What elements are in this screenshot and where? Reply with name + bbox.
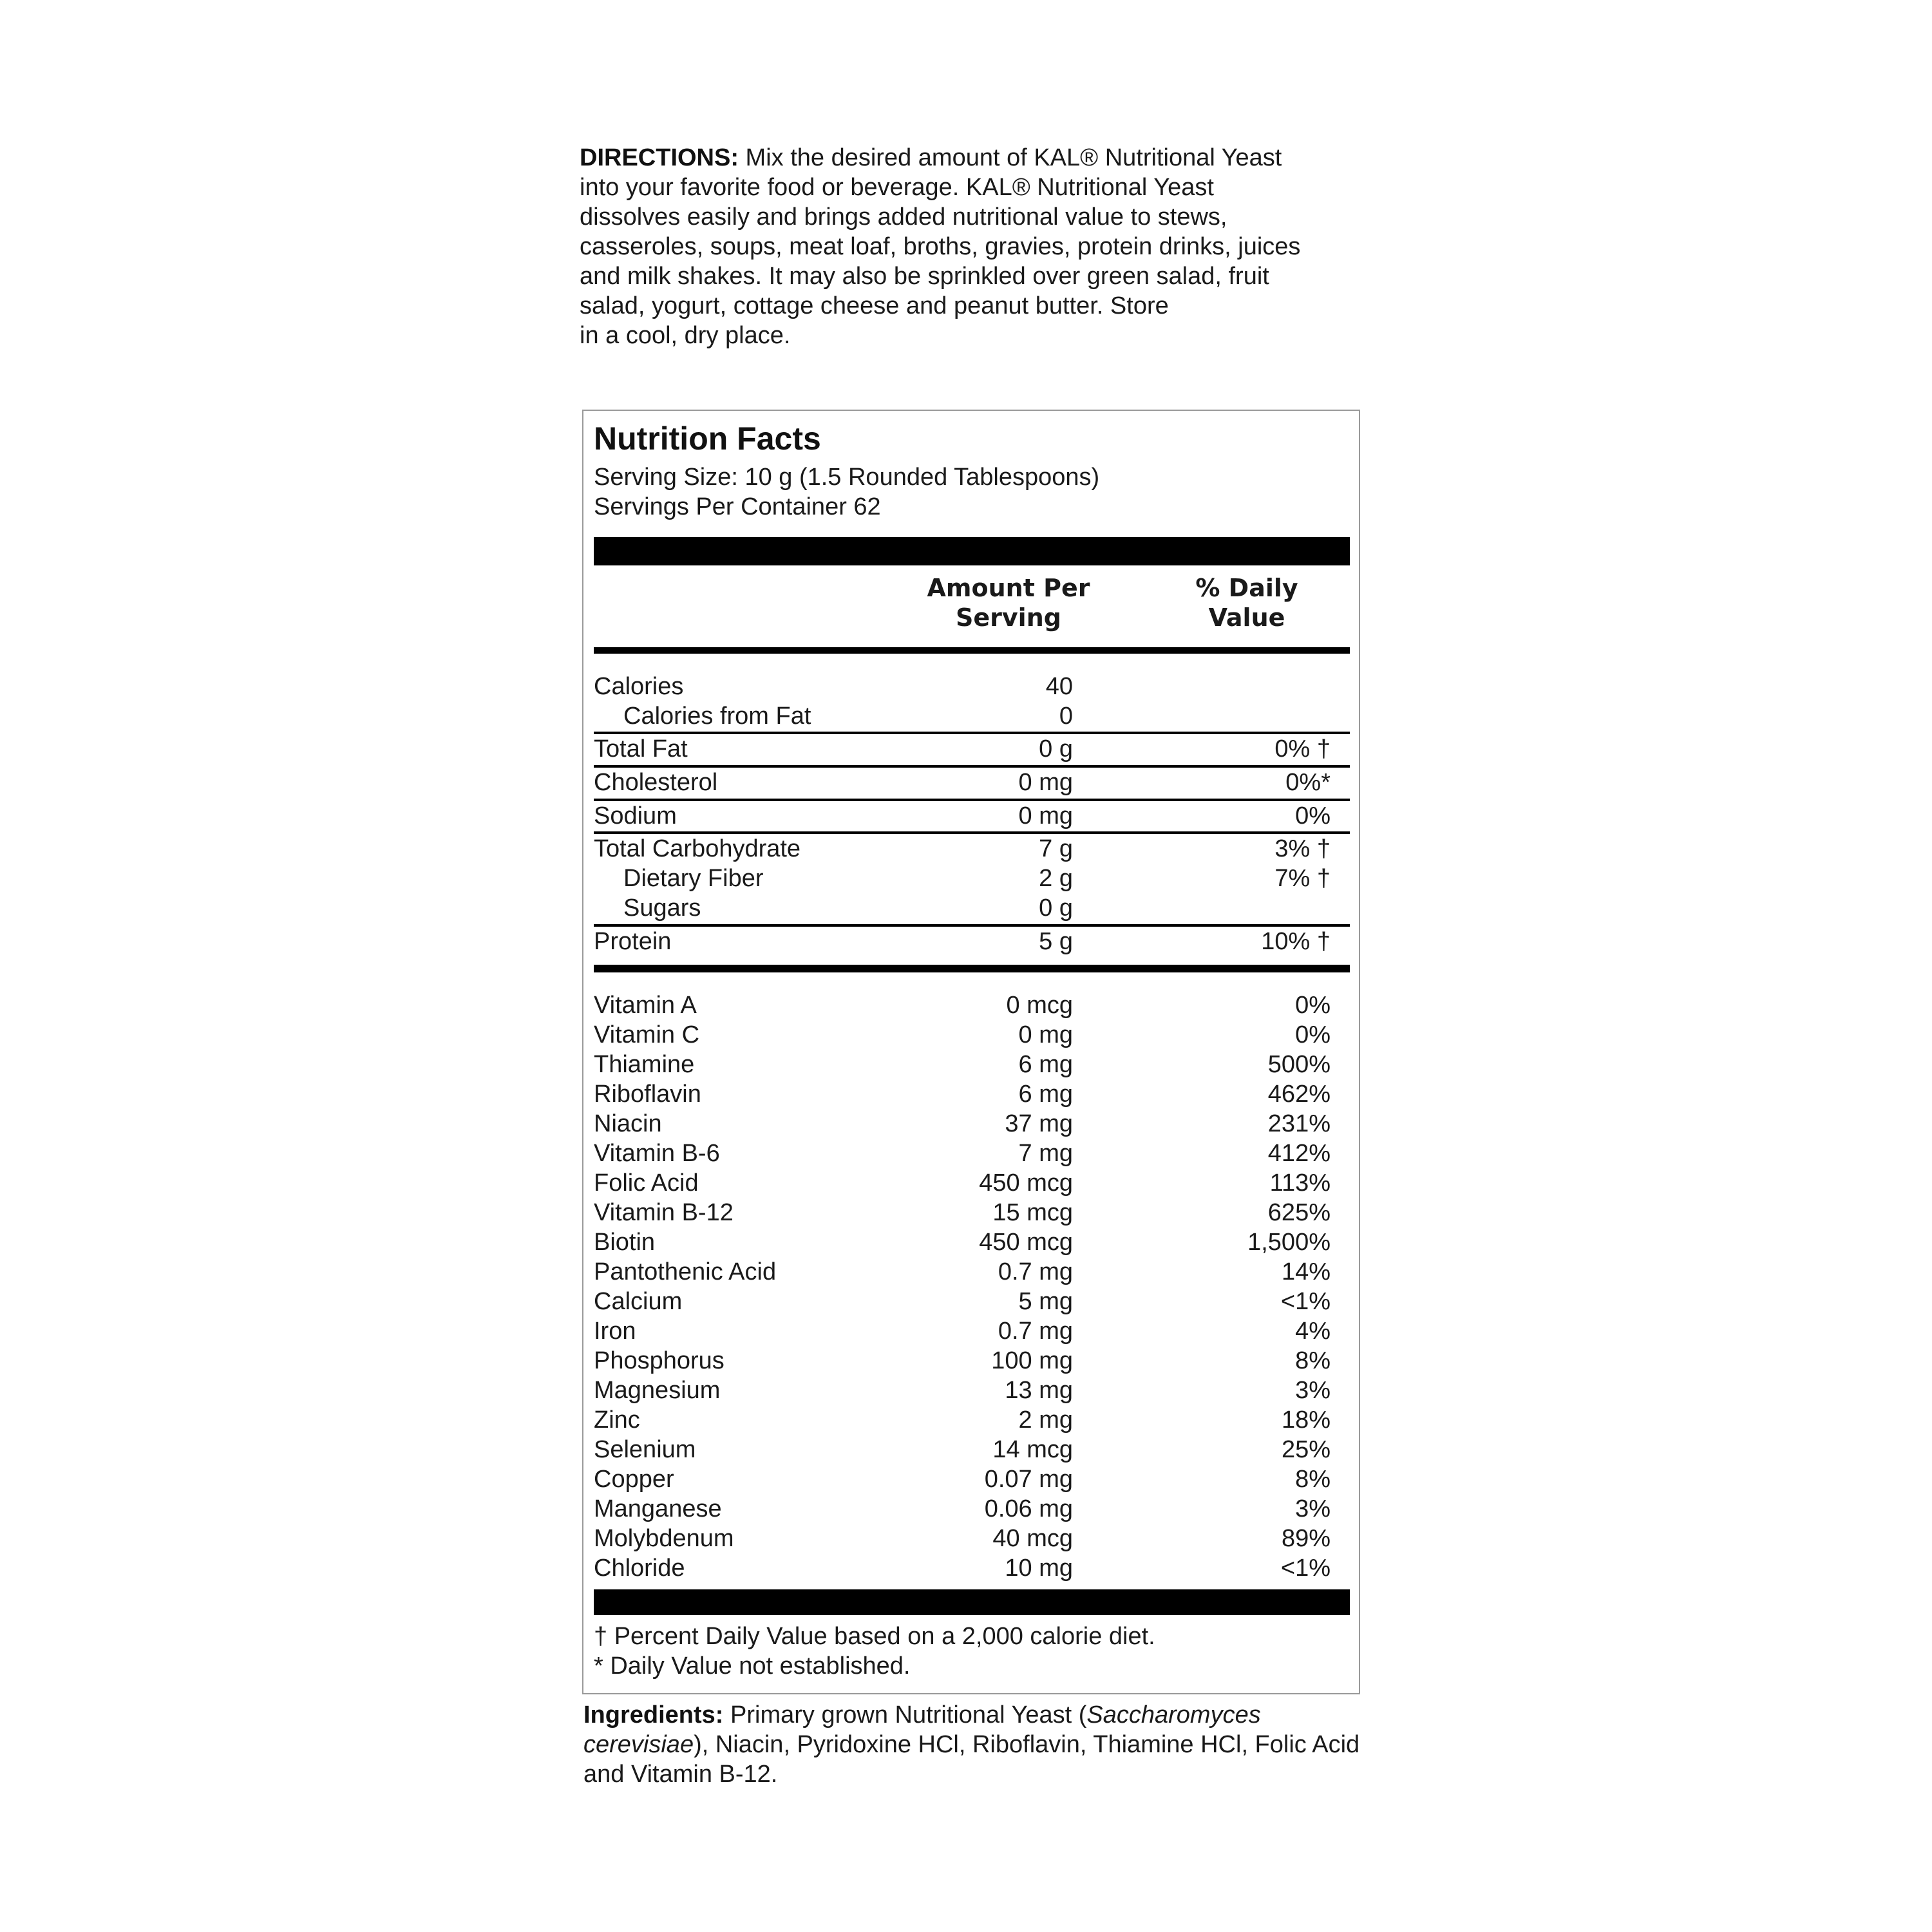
nutrient-row-calories — [594, 672, 1350, 701]
footnotes — [594, 1622, 1155, 1681]
nutrient-name: Folic Acid — [594, 1170, 699, 1197]
nutrient-amount: 0 mg — [1018, 802, 1073, 829]
vitamin-row — [594, 1168, 1350, 1198]
nutrient-amount: 40 mcg — [992, 1525, 1073, 1552]
nutrient-amount: 0.06 mg — [984, 1495, 1073, 1522]
nutrient-row-protein — [594, 927, 1350, 956]
ingredients-species: Saccharomyces cerevisiae — [583, 1701, 1261, 1758]
nutrient-amount: 0 mg — [1018, 1021, 1073, 1048]
nutrient-amount: 0 mcg — [1006, 992, 1073, 1019]
nutrient-daily-value: 113% — [1269, 1170, 1331, 1197]
nutrient-amount: 0 — [1059, 703, 1073, 730]
amount-header-line: Amount Per — [927, 574, 1090, 602]
vitamin-row — [594, 1405, 1350, 1435]
nutrient-name: Cholesterol — [594, 769, 718, 796]
nutrient-name: Vitamin B-6 — [594, 1140, 720, 1167]
nutrient-amount: 0 g — [1039, 735, 1073, 762]
nutrient-name: Chloride — [594, 1555, 685, 1582]
nutrient-name: Magnesium — [594, 1377, 721, 1404]
ingredients-text — [583, 1700, 1376, 1789]
nutrient-daily-value: <1% — [1280, 1288, 1331, 1315]
nutrient-amount: 7 g — [1039, 835, 1073, 862]
nutrient-amount: 10 mg — [1005, 1555, 1073, 1582]
nutrient-name: Sugars — [623, 895, 701, 922]
nutrient-name: Phosphorus — [594, 1347, 724, 1374]
directions-line: and milk shakes. It may also be sprinkled over green salad, fruit — [580, 263, 1269, 290]
serving-size: Serving Size: 10 g (1.5 Rounded Tablespoons) — [594, 464, 1100, 491]
nutrient-daily-value: 7% † — [1274, 865, 1331, 892]
nutrient-daily-value: 4% — [1295, 1318, 1331, 1345]
nutrient-daily-value: 10% † — [1261, 928, 1331, 955]
nutrient-name: Pantothenic Acid — [594, 1258, 777, 1285]
nutrient-amount: 100 mg — [991, 1347, 1073, 1374]
directions-text — [580, 143, 1365, 350]
directions-line-text: Mix the desired amount of KAL® Nutritional Yeast — [739, 144, 1282, 171]
nutrient-daily-value: 18% — [1281, 1406, 1331, 1434]
vitamin-row — [594, 1257, 1350, 1287]
nutrient-daily-value: 8% — [1295, 1347, 1331, 1374]
directions-line — [580, 143, 1365, 173]
nutrient-daily-value: 3% † — [1274, 835, 1331, 862]
nutrient-name: Dietary Fiber — [623, 865, 764, 892]
nutrient-daily-value: 1,500% — [1247, 1229, 1331, 1256]
footnote-dagger: † Percent Daily Value based on a 2,000 calorie diet. — [594, 1623, 1155, 1650]
nutrient-daily-value: 231% — [1267, 1110, 1331, 1137]
vitamin-row — [594, 1376, 1350, 1405]
nutrient-daily-value: 3% — [1295, 1377, 1331, 1404]
vitamin-row — [594, 1464, 1350, 1494]
vitamin-row — [594, 1050, 1350, 1079]
nutrient-amount: 450 mcg — [979, 1170, 1073, 1197]
nutrient-name: Vitamin B-12 — [594, 1199, 734, 1226]
vitamin-row — [594, 1198, 1350, 1227]
vitamin-row — [594, 1316, 1350, 1346]
nutrient-daily-value: 25% — [1281, 1436, 1331, 1463]
nutrient-amount: 40 — [1045, 673, 1073, 700]
nutrient-daily-value: <1% — [1280, 1555, 1331, 1582]
nutrient-amount: 5 g — [1039, 928, 1073, 955]
serving-info — [594, 462, 1099, 522]
nutrient-amount: 2 g — [1039, 865, 1073, 892]
dv-header-line: % Daily — [1195, 574, 1298, 602]
nutrient-daily-value: 0% — [1295, 1021, 1331, 1048]
nutrient-daily-value: 462% — [1267, 1081, 1331, 1108]
nutrient-name: Thiamine — [594, 1051, 695, 1078]
directions-line: salad, yogurt, cottage cheese and peanut butter. Store — [580, 292, 1169, 319]
nutrient-amount: 0 g — [1039, 895, 1073, 922]
vitamin-row — [594, 1139, 1350, 1168]
nutrient-amount: 6 mg — [1018, 1051, 1073, 1078]
servings-per-container: Servings Per Container 62 — [594, 493, 881, 520]
nutrient-amount: 6 mg — [1018, 1081, 1073, 1108]
nutrient-amount: 0 mg — [1018, 769, 1073, 796]
nutrient-amount: 7 mg — [1018, 1140, 1073, 1167]
nutrient-amount: 450 mcg — [979, 1229, 1073, 1256]
ingredients-label: Ingredients: — [583, 1701, 724, 1728]
vitamin-row — [594, 1494, 1350, 1524]
nutrient-name: Biotin — [594, 1229, 656, 1256]
directions-line: into your favorite food or beverage. KAL® Nutritional Yeast — [580, 174, 1214, 201]
ingredients-text-part: Primary grown Nutritional Yeast ( — [723, 1701, 1087, 1728]
nutrient-amount: 37 mg — [1005, 1110, 1073, 1137]
ingredients-text-part: ), Niacin, Pyridoxine HCl, Riboflavin, Thiamine HCl, Folic Acid and Vitamin B-12. — [583, 1731, 1360, 1788]
vitamin-row — [594, 990, 1350, 1020]
vitamin-row — [594, 1109, 1350, 1139]
nutrient-amount: 0.7 mg — [998, 1318, 1073, 1345]
nutrient-name: Copper — [594, 1466, 674, 1493]
nutrient-amount: 2 mg — [1018, 1406, 1073, 1434]
vitamins-divider — [594, 965, 1350, 972]
header-divider — [594, 647, 1350, 654]
vitamin-row — [594, 1524, 1350, 1553]
directions-line: in a cool, dry place. — [580, 322, 791, 349]
vitamin-row — [594, 1227, 1350, 1257]
nutrient-daily-value: 412% — [1267, 1140, 1331, 1167]
vitamin-row — [594, 1435, 1350, 1464]
nutrient-name: Calcium — [594, 1288, 683, 1315]
nutrient-daily-value: 89% — [1281, 1525, 1331, 1552]
vitamin-row — [594, 1020, 1350, 1050]
amount-per-serving-header — [918, 573, 1099, 632]
nutrient-row-dietary-fiber — [594, 864, 1350, 893]
nutrient-name: Calories from Fat — [623, 703, 811, 730]
nutrient-row-sodium — [594, 801, 1350, 831]
footnote-asterisk: * Daily Value not established. — [594, 1653, 911, 1680]
nutrient-amount: 13 mg — [1005, 1377, 1073, 1404]
nutrient-daily-value: 500% — [1267, 1051, 1331, 1078]
nutrient-name: Calories — [594, 673, 684, 700]
nutrient-amount: 5 mg — [1018, 1288, 1073, 1315]
nutrient-name: Iron — [594, 1318, 636, 1345]
vitamin-row — [594, 1079, 1350, 1109]
nutrient-name: Zinc — [594, 1406, 640, 1434]
nutrient-row-calories-from-fat — [594, 701, 1350, 731]
nutrient-name: Protein — [594, 928, 672, 955]
thick-divider-top — [594, 537, 1350, 565]
nutrient-row-total-carbohydrate — [594, 834, 1350, 864]
nutrient-name: Niacin — [594, 1110, 662, 1137]
vitamin-row — [594, 1553, 1350, 1583]
nutrient-daily-value: 14% — [1281, 1258, 1331, 1285]
nutrient-name: Selenium — [594, 1436, 696, 1463]
nutrient-name: Vitamin A — [594, 992, 697, 1019]
daily-value-header — [1170, 573, 1324, 632]
nutrient-amount: 14 mcg — [992, 1436, 1073, 1463]
nutrient-daily-value: 0%* — [1285, 769, 1331, 796]
nutrient-amount: 0.07 mg — [984, 1466, 1073, 1493]
vitamin-row — [594, 1287, 1350, 1316]
nutrient-daily-value: 8% — [1295, 1466, 1331, 1493]
nutrient-amount: 15 mcg — [992, 1199, 1073, 1226]
nutrient-name: Molybdenum — [594, 1525, 734, 1552]
nutrient-daily-value: 625% — [1267, 1199, 1331, 1226]
nutrient-row-sugars — [594, 893, 1350, 923]
amount-header-line: Serving — [956, 603, 1061, 632]
nutrient-name: Vitamin C — [594, 1021, 700, 1048]
nutrition-facts-title: Nutrition Facts — [594, 421, 821, 457]
nutrient-name: Total Fat — [594, 735, 688, 762]
nutrient-daily-value: 3% — [1295, 1495, 1331, 1522]
directions-label: DIRECTIONS: — [580, 144, 739, 171]
nutrient-name: Sodium — [594, 802, 677, 829]
nutrient-name: Total Carbohydrate — [594, 835, 801, 862]
dv-header-line: Value — [1208, 603, 1285, 632]
nutrient-daily-value: 0% † — [1274, 735, 1331, 762]
vitamin-row — [594, 1346, 1350, 1376]
nutrient-name: Manganese — [594, 1495, 722, 1522]
nutrient-name: Riboflavin — [594, 1081, 701, 1108]
directions-line: dissolves easily and brings added nutritional value to stews, — [580, 204, 1227, 231]
nutrient-daily-value: 0% — [1295, 992, 1331, 1019]
nutrient-amount: 0.7 mg — [998, 1258, 1073, 1285]
thick-divider-bottom — [594, 1589, 1350, 1615]
nutrition-facts-panel — [582, 410, 1360, 1694]
directions-line: casseroles, soups, meat loaf, broths, gravies, protein drinks, juices — [580, 233, 1301, 260]
nutrient-daily-value: 0% — [1295, 802, 1331, 829]
nutrient-row-cholesterol — [594, 768, 1350, 797]
nutrient-row-total-fat — [594, 734, 1350, 764]
